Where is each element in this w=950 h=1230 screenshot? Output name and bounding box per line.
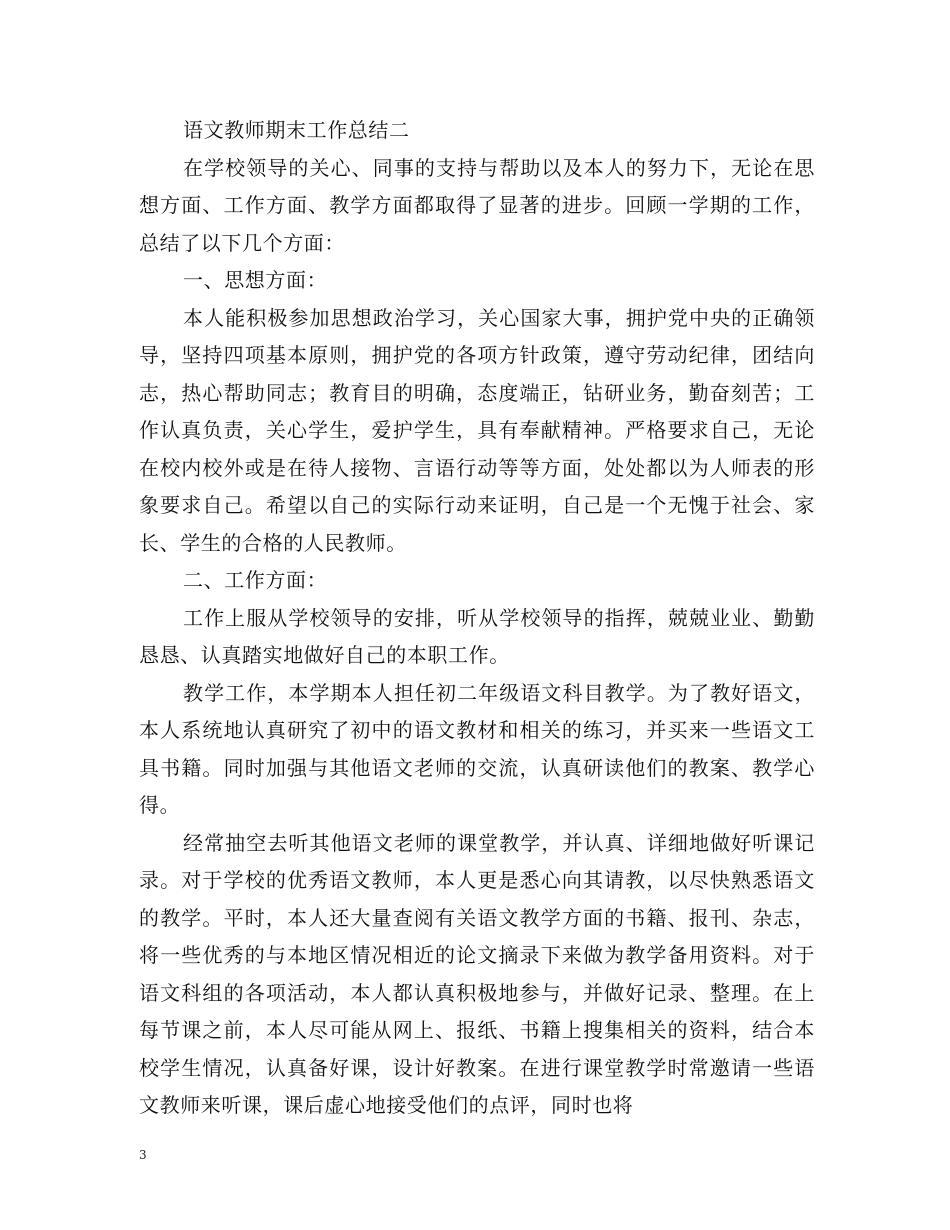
thought-paragraph: 本人能积极参加思想政治学习，关心国家大事，拥护党中央的正确领导，坚持四项基本原则，拥护党的各项方针政策，遵守劳动纪律，团结向志，热心帮助同志；教育目的明确，态度端正，钻研业务，勤奋刻苦；工作认真负责，关心学生，爱护学生，具有奉献精神。严格要求自己，无论在校内校外或是在待人接物、言语行动等等方面，处处都以为人师表的形象要求自己。希望以自己的实际行动来证明，自己是一个无愧于社会、家长、学生的合格的人民教师。 [139, 305, 815, 555]
section-heading-work: 二、工作方面： [183, 568, 328, 592]
intro-paragraph: 在学校领导的关心、同事的支持与帮助以及本人的努力下，无论在思想方面、工作方面、教学方面都取得了显著的进步。回顾一学期的工作，总结了以下几个方面： [139, 155, 815, 255]
page-number: 3 [139, 1148, 147, 1162]
document-body [139, 112, 815, 1125]
teaching-paragraph: 教学工作，本学期本人担任初二年级语文科目教学。为了教好语文，本人系统地认真研究了初中的语文教材和相关的练习，并买来一些语文工具书籍。同时加强与其他语文老师的交流，认真研读他们的教案、教学心得。 [139, 680, 815, 817]
section-heading-thought: 一、思想方面： [183, 268, 328, 292]
document-title: 语文教师期末工作总结二 [183, 118, 410, 142]
observation-paragraph: 经常抽空去听其他语文老师的课堂教学，并认真、详细地做好听课记录。对于学校的优秀语文教师，本人更是悉心向其请教，以尽快熟悉语文的教学。平时，本人还大量查阅有关语文教学方面的书籍、报刊、杂志，将一些优秀的与本地区情况相近的论文摘录下来做为教学备用资料。对于语文科组的各项活动，本人都认真积极地参与，并做好记录、整理。在上每节课之前，本人尽可能从网上、报纸、书籍上搜集相关的资料，结合本校学生情况，认真备好课，设计好教案。在进行课堂教学时常邀请一些语文教师来听课，课后虚心地接受他们的点评，同时也将 [139, 830, 815, 1117]
work-paragraph: 工作上服从学校领导的安排，听从学校领导的指挥，兢兢业业、勤勤恳恳、认真踏实地做好自己的本职工作。 [139, 605, 815, 667]
